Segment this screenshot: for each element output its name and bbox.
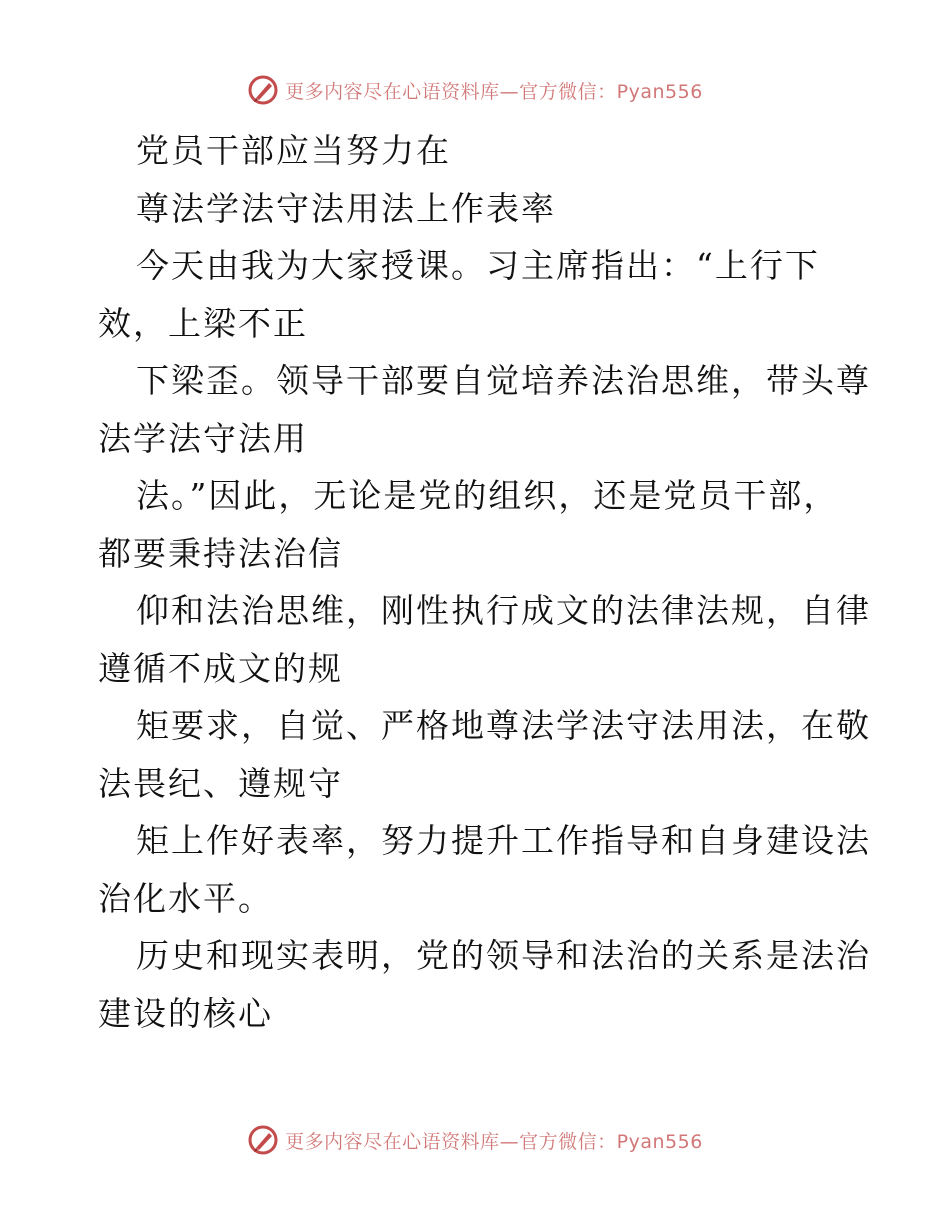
doc-title-line-1: 党员干部应当努力在 — [136, 131, 451, 170]
paragraph-line: 今天由我为大家授课。习主席指出：“上行下 — [136, 246, 820, 285]
footer-banner — [0, 1120, 950, 1160]
quill-pen-circle-icon — [247, 74, 279, 106]
paragraph-line: 法。”因此，无论是党的组织，还是党员干部， — [136, 476, 839, 515]
paragraph-line: 治化水平。 — [98, 878, 273, 918]
paragraph-line: 矩上作好表率，努力提升工作指导和自身建设法 — [136, 821, 871, 860]
paragraph-line: 遵循不成文的规 — [98, 648, 343, 688]
paragraph-line: 法畏纪、遵规守 — [98, 763, 343, 803]
paragraph-line: 法学法守法用 — [98, 418, 308, 458]
paragraph-line: 仰和法治思维，刚性执行成文的法律法规，自律 — [136, 591, 871, 630]
paragraph-line: 效，上梁不正 — [98, 303, 308, 343]
header-banner — [0, 70, 950, 110]
header-banner-text: 更多内容尽在心语资料库—官方微信：Pyan556 — [285, 80, 703, 103]
paragraph-line: 历史和现实表明，党的领导和法治的关系是法治 — [136, 936, 871, 975]
paragraph-line: 下梁歪。领导干部要自觉培养法治思维，带头尊 — [136, 361, 871, 400]
paragraph-line: 都要秉持法治信 — [98, 533, 343, 573]
paragraph-line: 矩要求，自觉、严格地尊法学法守法用法，在敬 — [136, 706, 871, 745]
quill-pen-circle-icon — [247, 1124, 279, 1156]
footer-banner-text: 更多内容尽在心语资料库—官方微信：Pyan556 — [285, 1130, 703, 1153]
doc-title-line-2: 尊法学法守法用法上作表率 — [136, 188, 556, 228]
paragraph-line: 建设的核心 — [98, 993, 273, 1033]
document-body — [98, 122, 871, 1042]
